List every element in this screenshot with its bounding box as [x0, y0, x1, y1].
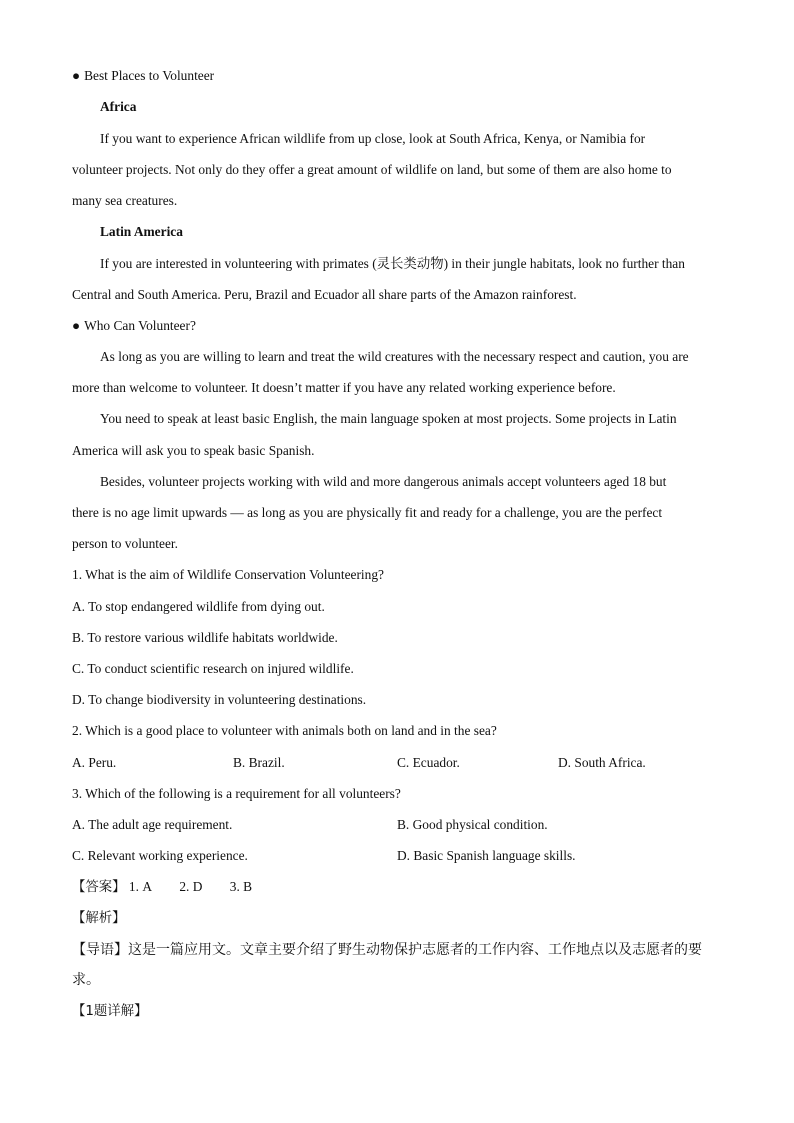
- question-option: D. To change biodiversity in volunteering destinations.: [72, 692, 367, 707]
- question-options-row: [72, 753, 722, 773]
- question-option: C. Relevant working experience.: [72, 848, 248, 863]
- question-options-row: [72, 846, 722, 866]
- question-stem: 2. Which is a good place to volunteer with animals both on land and in the sea?: [72, 723, 497, 738]
- guide-paragraph: [72, 935, 722, 995]
- bullet-icon: ●: [72, 318, 81, 333]
- subheading-latin-america: Latin America: [100, 224, 183, 239]
- question-option: B. Good physical condition.: [397, 817, 548, 832]
- question-option: C. To conduct scientific research on injured wildlife.: [72, 661, 354, 676]
- paragraph-line: volunteer projects. Not only do they offer a great amount of wildlife on land, but some of them are also home to: [72, 162, 672, 177]
- heading-text: Best Places to Volunteer: [84, 68, 215, 83]
- paragraph-line: Central and South America. Peru, Brazil and Ecuador all share parts of the Amazon rainforest.: [72, 287, 577, 302]
- question-options-row: [72, 815, 722, 835]
- paragraph-line: many sea creatures.: [72, 193, 178, 208]
- section-heading-places: [72, 66, 722, 86]
- guide-text: 这是一篇应用文。文章主要介绍了野生动物保护志愿者的工作内容、工作地点以及志愿者的要求。: [72, 942, 702, 988]
- question-option: D. Basic Spanish language skills.: [397, 848, 576, 863]
- question-option: A. Peru.: [72, 755, 117, 770]
- paragraph-line: If you want to experience African wildlife from up close, look at South Africa, Kenya, or Namibia for: [100, 131, 646, 146]
- section-heading-who: [72, 316, 722, 336]
- answer-item: 2. D: [179, 879, 203, 894]
- question-option: C. Ecuador.: [397, 755, 460, 770]
- guide-label: 【导语】: [72, 942, 128, 958]
- subheading-africa: Africa: [100, 99, 137, 114]
- paragraph-line: America will ask you to speak basic Spanish.: [72, 443, 315, 458]
- question-option: A. To stop endangered wildlife from dying out.: [72, 599, 325, 614]
- analysis-label: 【解析】: [72, 911, 126, 926]
- answer-item: 3. B: [229, 879, 253, 894]
- answer-label: 【答案】: [72, 880, 126, 895]
- question-stem: 3. Which of the following is a requirement for all volunteers?: [72, 786, 401, 801]
- paragraph-line: You need to speak at least basic English, the main language spoken at most projects. Some projects in Latin: [100, 411, 677, 426]
- answer-line: [72, 877, 722, 898]
- paragraph-line: As long as you are willing to learn and treat the wild creatures with the necessary respect and caution, you are: [100, 349, 689, 364]
- question-option: B. Brazil.: [233, 755, 285, 770]
- question-option: B. To restore various wildlife habitats worldwide.: [72, 630, 338, 645]
- question-option: A. The adult age requirement.: [72, 817, 233, 832]
- paragraph-line: more than welcome to volunteer. It doesn’t matter if you have any related working experience before.: [72, 380, 616, 395]
- answer-item: 1. A: [128, 879, 152, 894]
- paragraph-line: Besides, volunteer projects working with wild and more dangerous animals accept volunteers aged 18 but: [100, 474, 667, 489]
- bullet-icon: ●: [72, 68, 81, 83]
- paragraph-line: there is no age limit upwards — as long as you are physically fit and ready for a challenge, you are the perfect: [72, 505, 663, 520]
- paragraph-line: person to volunteer.: [72, 536, 178, 551]
- question-stem: 1. What is the aim of Wildlife Conservation Volunteering?: [72, 567, 384, 582]
- paragraph-line: If you are interested in volunteering with primates (灵长类动物) in their jungle habitats, look no further than: [100, 256, 685, 271]
- detail-label: 【1题详解】: [72, 1004, 148, 1019]
- question-option: D. South Africa.: [558, 755, 646, 770]
- heading-text: Who Can Volunteer?: [84, 318, 196, 333]
